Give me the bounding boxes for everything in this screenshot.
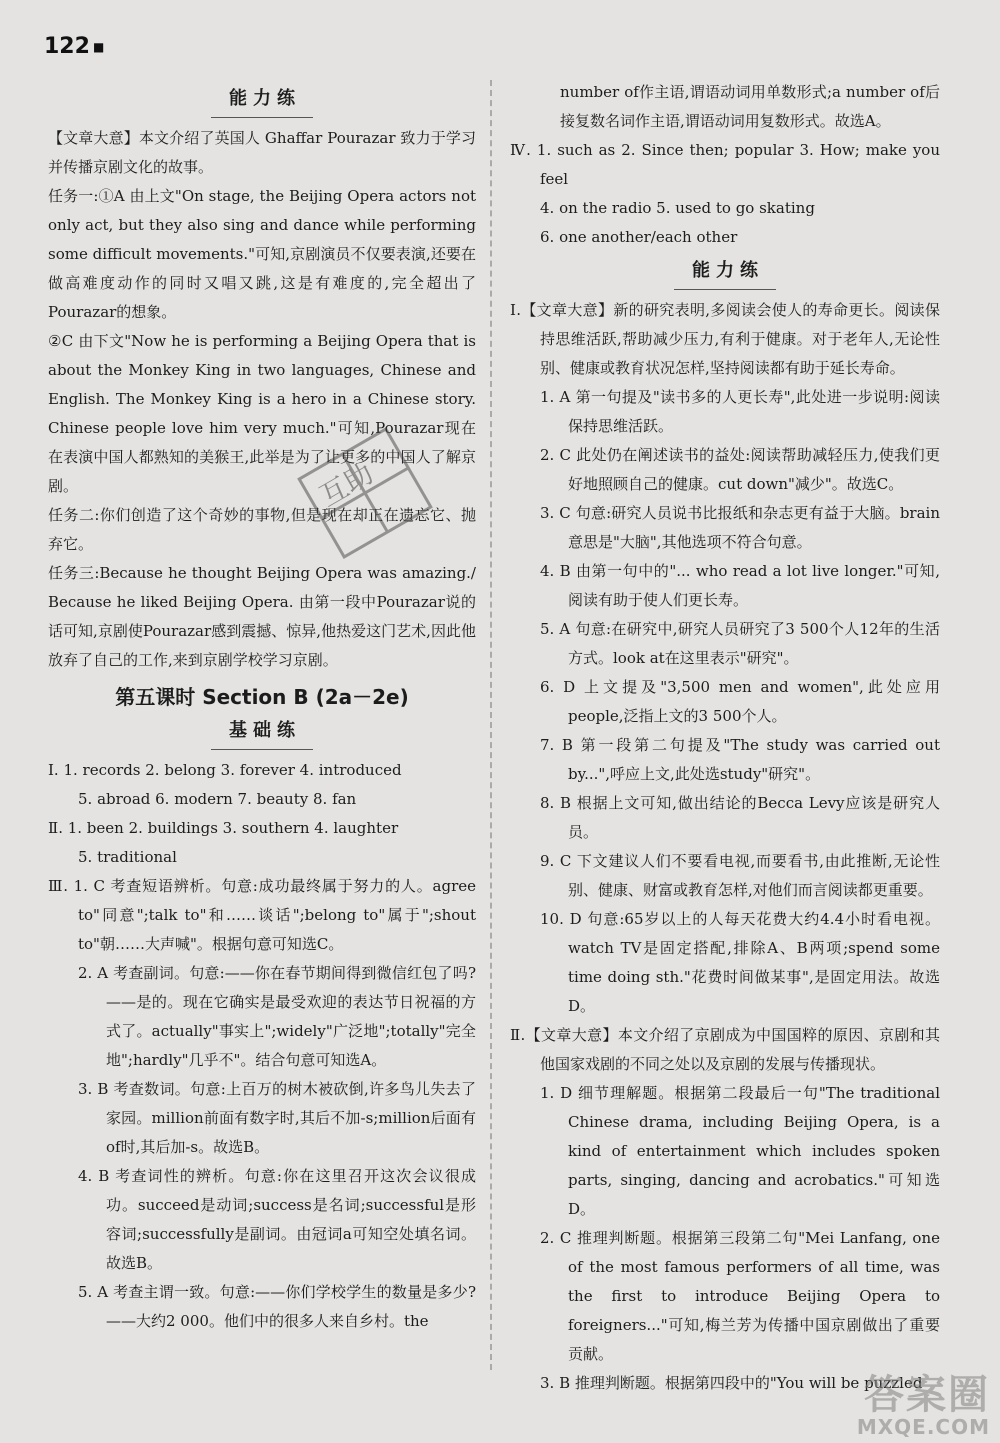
watermark-line2: MXQE.COM xyxy=(856,1415,990,1439)
section3-item3: 3. B 考查数词。句意:上百万的树木被砍倒,许多鸟儿失去了家园。million前面有数字时,其后不加-s;million后面有of时,其后加-s。故选B。 xyxy=(78,1080,476,1156)
lesson-title: 第五课时 Section B (2a－2e) xyxy=(115,685,409,709)
reading1-summary: Ⅰ.【文章大意】新的研究表明,多阅读会使人的寿命更长。阅读保持思维活跃,帮助减少压力,有利于健康。对于老年人,无论性别、健康或教育状况怎样,坚持阅读都有助于延长寿命。 xyxy=(510,301,940,377)
reading1-item10: 10. D 句意:65岁以上的人每天花费大约4.4小时看电视。watch TV是固定搭配,排除A、B两项;spend some time doing sth."花费时间做某事",是固定用法。故选D。 xyxy=(540,910,940,1015)
reading1-item4: 4. B 由第一句中的"... who read a lot live longer."可知,阅读有助于使人们更长寿。 xyxy=(540,562,940,609)
section3-item1: Ⅲ. 1. C 考查短语辨析。句意:成功最终属于努力的人。agree to"同意";talk to"和……谈话";belong to"属于";shout to"朝……大声喊"。根据句意可知选C。 xyxy=(48,877,476,953)
reading2-summary: Ⅱ.【文章大意】本文介绍了京剧成为中国国粹的原因、京剧和其他国家戏剧的不同之处以及京剧的发展与传播现状。 xyxy=(510,1026,940,1073)
summary-paragraph: 【文章大意】本文介绍了英国人 Ghaffar Pourazar 致力于学习并传播京剧文化的故事。 xyxy=(48,129,476,176)
section1-line1: Ⅰ. 1. records 2. belong 3. forever 4. introduced xyxy=(48,761,402,779)
reading1-item5: 5. A 句意:在研究中,研究人员研究了3 500个人12年的生活方式。look at在这里表示"研究"。 xyxy=(540,620,940,667)
section4-line1: Ⅳ. 1. such as 2. Since then; popular 3. How; make you feel xyxy=(510,141,940,188)
watermark-line1: 答案圈 xyxy=(864,1372,990,1418)
watermark xyxy=(856,1372,990,1439)
task1-answer-1: 任务一:①A 由上文"On stage, the Beijing Opera actors not only act, but they also sing and dance while performing some difficult movements."可知,京剧演员不仅要表演,还要在做高难度动作的同时又唱又跳,这是有难度的,完全超出了Pourazar的想象。 xyxy=(48,187,476,321)
reading2-item1: 1. D 细节理解题。根据第二段最后一句"The traditional Chinese drama, including Beijing Opera, is a kind of entertainment which includes spoken parts, singing, dancing and acrobatics."可知选D。 xyxy=(540,1084,940,1218)
section3-item2: 2. A 考查副词。句意:——你在春节期间得到微信红包了吗?——是的。现在它确实是最受欢迎的表达节日祝福的方式了。actually"事实上";widely"广泛地";totally"完全地";hardly"几乎不"。结合句意可知选A。 xyxy=(78,964,476,1069)
left-column xyxy=(48,80,476,1336)
task1-answer-2: ②C 由下文"Now he is performing a Beijing Opera that is about the Monkey King in two languages, Chinese and English. The Monkey King is a hero in a Chinese story. Chinese people love him very much."可知,Pourazar现在在表演中国人都熟知的美猴王,此举是为了让更多的中国人了解京剧。 xyxy=(48,332,476,495)
continuation-paragraph: number of作主语,谓语动词用单数形式;a number of后接复数名词作主语,谓语动词用复数形式。故选A。 xyxy=(560,83,940,130)
right-column xyxy=(510,78,940,1398)
reading1-item3: 3. C 句意:研究人员说书比报纸和杂志更有益于大脑。brain意思是"大脑",其他选项不符合句意。 xyxy=(540,504,940,551)
reading1-item7: 7. B 第一段第二句提及"The study was carried out by...",呼应上文,此处选study"研究"。 xyxy=(540,736,940,783)
heading-basic-practice: 基础练 xyxy=(48,716,476,750)
section2-line1: Ⅱ. 1. been 2. buildings 3. southern 4. laughter xyxy=(48,819,399,837)
reading1-item6: 6. D 上文提及"3,500 men and women",此处应用people,泛指上文的3 500个人。 xyxy=(540,678,940,725)
heading-ability-practice: 能力练 xyxy=(48,84,476,118)
stamp-text: 互助 xyxy=(313,456,379,513)
section4-line2: 4. on the radio 5. used to go skating xyxy=(540,199,815,217)
section3-item4: 4. B 考查词性的辨析。句意:你在这里召开这次会议很成功。succeed是动词;success是名词;successful是形容词;successfully是副词。由冠词a可知空处填名词。故选B。 xyxy=(78,1167,476,1272)
section3-item5: 5. A 考查主谓一致。句意:——你们学校学生的数量是多少?——大约2 000。他们中的很多人来自乡村。the xyxy=(78,1283,476,1330)
reading1-item2: 2. C 此处仍在阐述读书的益处:阅读帮助减轻压力,使我们更好地照顾自己的健康。cut down"减少"。故选C。 xyxy=(540,446,940,493)
section1-line2: 5. abroad 6. modern 7. beauty 8. fan xyxy=(78,790,357,808)
page-number: 122 ■ xyxy=(44,34,105,59)
reading2-item2: 2. C 推理判断题。根据第三段第二句"Mei Lanfang, one of the most famous performers of all time, was the first to introduce Beijing Opera to foreigners..."可知,梅兰芳为传播中国京剧做出了重要贡献。 xyxy=(540,1229,940,1363)
section2-line2: 5. traditional xyxy=(78,848,177,866)
heading-ability-practice-2: 能力练 xyxy=(510,256,940,290)
reading2-item3: 3. B 推理判断题。根据第四段中的"You will be puzzled xyxy=(540,1374,923,1392)
reading1-item1: 1. A 第一句提及"读书多的人更长寿",此处进一步说明:阅读保持思维活跃。 xyxy=(540,388,940,435)
reading1-item8: 8. B 根据上文可知,做出结论的Becca Levy应该是研究人员。 xyxy=(540,794,940,841)
column-divider xyxy=(490,80,492,1370)
task3-answer: 任务三:Because he thought Beijing Opera was amazing./ Because he liked Beijing Opera. 由第一段中Pourazar说的话可知,京剧使Pourazar感到震撼、惊异,他热爱这门艺术,因此他放弃了自己的工作,来到京剧学校学习京剧。 xyxy=(48,564,476,669)
task2-answer: 任务二:你们创造了这个奇妙的事物,但是现在却正在遗忘它、抛弃它。 xyxy=(48,506,476,553)
reading1-item9: 9. C 下文建议人们不要看电视,而要看书,由此推断,无论性别、健康、财富或教育怎样,对他们而言阅读都更重要。 xyxy=(540,852,940,899)
section4-line3: 6. one another/each other xyxy=(540,228,738,246)
